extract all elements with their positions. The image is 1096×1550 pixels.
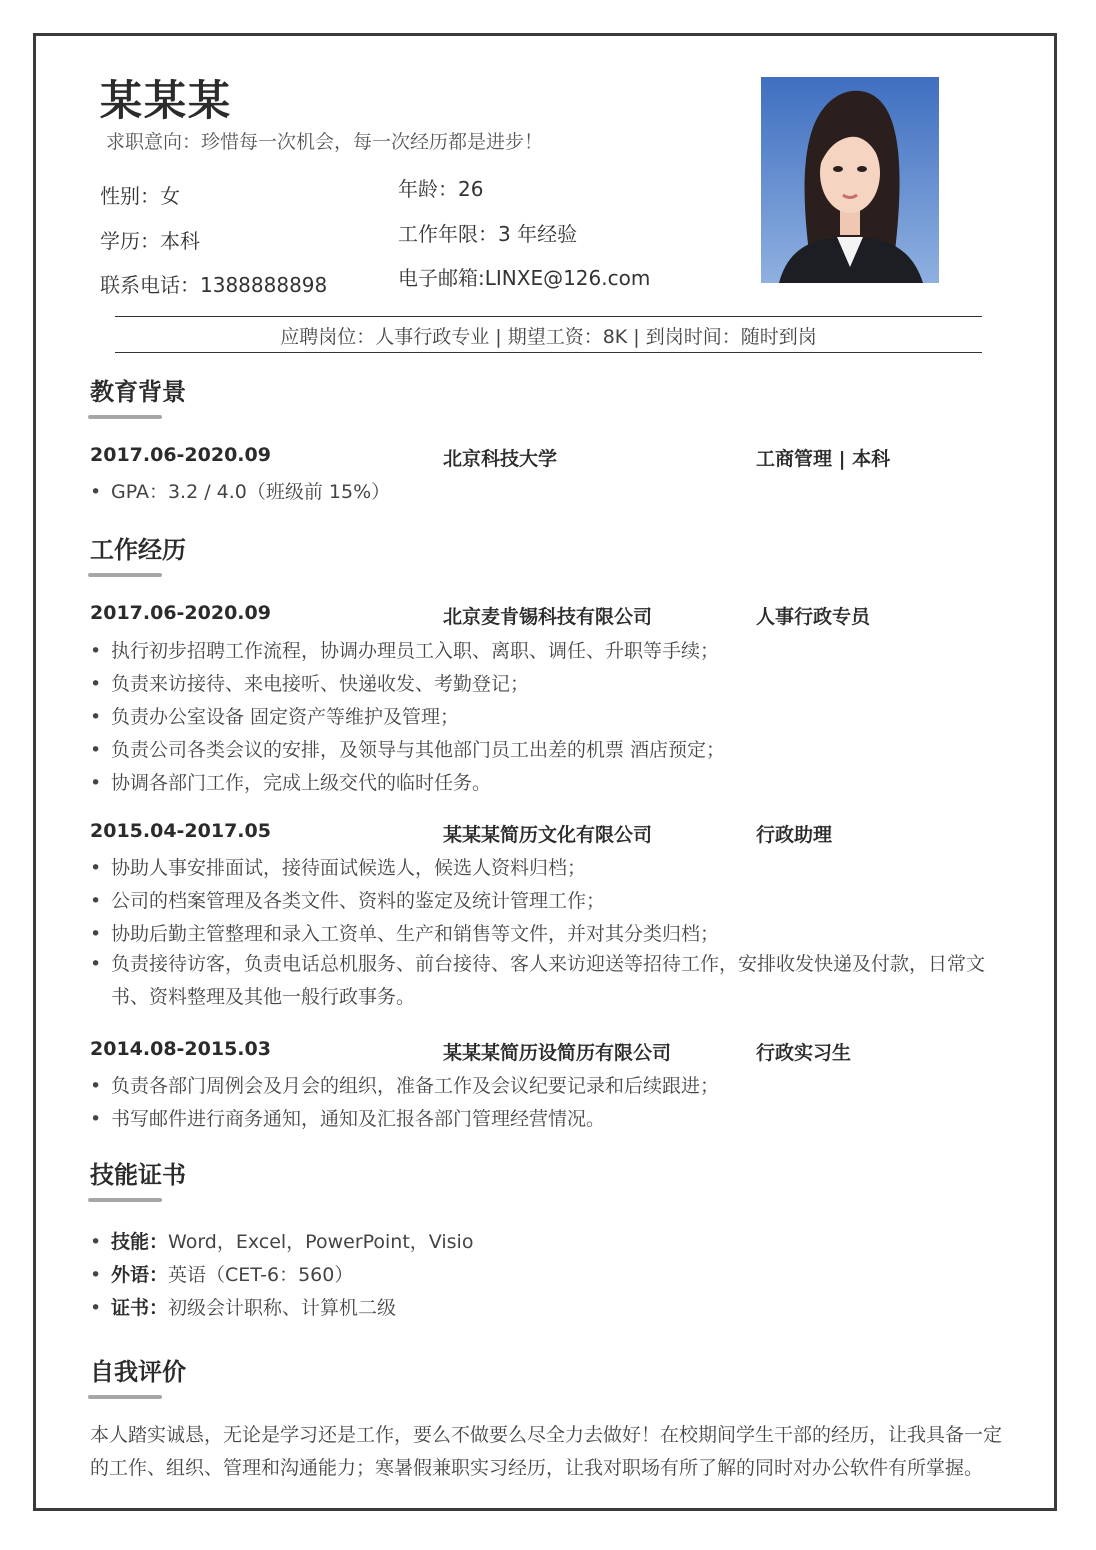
job-period: 2017.06-2020.09 xyxy=(90,602,271,624)
list-item: • 协调各部门工作，完成上级交代的临时任务。 xyxy=(90,768,491,795)
job-summary: 应聘岗位：人事行政专业 | 期望工资：8K | 到岗时间：随时到岗 xyxy=(280,326,817,348)
list-item: • 书写邮件进行商务通知，通知及汇报各部门管理经营情况。 xyxy=(90,1104,605,1131)
list-item: • 协助后勤主管整理和录入工资单、生产和销售等文件，并对其分类归档； xyxy=(90,919,719,946)
edu-major: 工商管理 | 本科 xyxy=(756,448,891,470)
job-period: 2014.08-2015.03 xyxy=(90,1038,271,1060)
list-item: • 执行初步招聘工作流程，协调办理员工入职、离职、调任、升职等手续； xyxy=(90,636,719,663)
divider-top xyxy=(115,316,982,317)
section-underline xyxy=(88,573,162,577)
job-company: 某某某简历设简历有限公司 xyxy=(443,1042,672,1064)
list-item: • 负责接待访客，负责电话总机服务、前台接待、客人来访迎送等招待工作，安排收发快递及付款，日常文书、资料整理及其他一般行政事务。 xyxy=(90,948,1010,1014)
section-title-education: 教育背景 xyxy=(90,378,186,406)
phone: 联系电话：1388888898 xyxy=(100,273,328,297)
skill-item xyxy=(90,1293,396,1320)
skill-label: 外语： xyxy=(111,1264,169,1286)
skill-label: 技能： xyxy=(111,1231,169,1253)
skill-value: 初级会计职称、计算机二级 xyxy=(168,1297,397,1319)
education-level: 学历：本科 xyxy=(100,229,200,253)
gender: 性别：女 xyxy=(100,184,180,208)
list-item: • 负责公司各类会议的安排，及领导与其他部门员工出差的机票 酒店预定； xyxy=(90,735,725,762)
work-years: 工作年限：3 年经验 xyxy=(398,222,578,246)
job-role: 人事行政专员 xyxy=(756,606,871,628)
self-eval-text: 本人踏实诚恳，无论是学习还是工作，要么不做要么尽全力去做好！在校期间学生干部的经历，让我具备一定的工作、组织、管理和沟通能力；寒暑假兼职实习经历，让我对职场有所了解的同时对办公软件有所掌握。 xyxy=(90,1424,1003,1479)
job-period: 2015.04-2017.05 xyxy=(90,820,271,842)
profile-photo xyxy=(761,77,939,283)
email: 电子邮箱:LINXE@126.com xyxy=(398,266,651,290)
list-item: • 协助人事安排面试，接待面试候选人，候选人资料归档； xyxy=(90,853,586,880)
list-item: • 负责来访接待、来电接听、快递收发、考勤登记； xyxy=(90,669,529,696)
section-underline xyxy=(88,415,162,419)
edu-school: 北京科技大学 xyxy=(443,448,558,470)
edu-period: 2017.06-2020.09 xyxy=(90,444,271,466)
skill-value: Word，Excel，PowerPoint，Visio xyxy=(168,1231,474,1253)
job-role: 行政助理 xyxy=(756,824,833,846)
section-title-skills: 技能证书 xyxy=(90,1161,186,1189)
list-item: • 负责办公室设备 固定资产等维护及管理； xyxy=(90,702,459,729)
list-item: • GPA：3.2 / 4.0（班级前 15%） xyxy=(90,477,390,504)
section-underline xyxy=(88,1198,162,1202)
job-company: 北京麦肯锡科技有限公司 xyxy=(443,606,653,628)
age: 年龄：26 xyxy=(398,177,484,201)
skill-value: 英语（CET-6：560） xyxy=(168,1264,354,1286)
job-objective: 求职意向：珍惜每一次机会，每一次经历都是进步！ xyxy=(106,131,544,153)
job-company: 某某某简历文化有限公司 xyxy=(443,824,653,846)
divider-bottom xyxy=(115,352,982,353)
skill-item xyxy=(90,1227,473,1254)
skill-label: 证书： xyxy=(111,1297,169,1319)
section-underline xyxy=(88,1395,162,1399)
candidate-name: 某某某 xyxy=(100,76,233,125)
section-title-work: 工作经历 xyxy=(90,536,186,564)
skill-item xyxy=(90,1260,353,1287)
job-role: 行政实习生 xyxy=(756,1042,852,1064)
list-item: • 负责各部门周例会及月会的组织，准备工作及会议纪要记录和后续跟进； xyxy=(90,1071,719,1098)
list-item: • 公司的档案管理及各类文件、资料的鉴定及统计管理工作； xyxy=(90,886,605,913)
section-title-self-eval: 自我评价 xyxy=(90,1358,186,1386)
